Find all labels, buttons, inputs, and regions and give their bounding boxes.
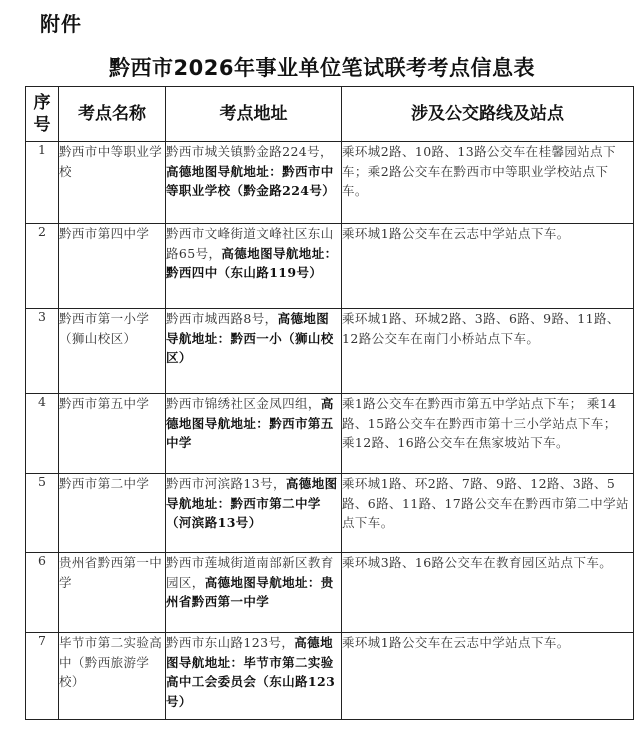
row-address bbox=[166, 553, 342, 633]
row-seq: 3 bbox=[26, 309, 59, 394]
row-site-name: 黔西市第五中学 bbox=[59, 394, 166, 474]
row-seq: 1 bbox=[26, 142, 59, 224]
navigation-address: 高德地图导航地址：黔西市第五中学 bbox=[166, 396, 334, 450]
navigation-address: 高德地图导航地址：贵州省黔西第一中学 bbox=[166, 574, 334, 609]
row-seq: 2 bbox=[26, 224, 59, 309]
row-route: 乘环城2路、10路、13路公交车在桂馨园站点下车；乘2路公交车在黔西市中等职业学校站点下车。 bbox=[342, 142, 634, 224]
document-title: 黔西市2026年事业单位笔试联考考点信息表 bbox=[109, 56, 535, 80]
navigation-address: 高德地图导航地址：黔西市第二中学（河滨路13号） bbox=[166, 476, 338, 530]
row-address bbox=[166, 142, 342, 224]
header-name: 考点名称 bbox=[59, 87, 166, 142]
address-text: 黔西市东山路123号， bbox=[166, 635, 295, 650]
row-site-name: 黔西市第二中学 bbox=[59, 474, 166, 553]
header-route: 涉及公交路线及站点 bbox=[342, 87, 634, 142]
table-row bbox=[26, 309, 634, 394]
navigation-address: 高德地图导航地址：黔西一小（狮山校区） bbox=[166, 311, 334, 365]
row-route: 乘环城1路公交车在云志中学站点下车。 bbox=[342, 633, 634, 720]
row-address bbox=[166, 633, 342, 720]
row-route: 乘1路公交车在黔西市第五中学站点下车； 乘14路、15路公交车在黔西市第十三小学站点下车； 乘12路、16路公交车在焦家坡站下车。 bbox=[342, 394, 634, 474]
address-text: 黔西市城关镇黔金路224号， bbox=[166, 144, 333, 159]
table-row bbox=[26, 142, 634, 224]
row-site-name: 黔西市第一小学（狮山校区） bbox=[59, 309, 166, 394]
navigation-address: 高德地图导航地址：黔西四中（东山路119号） bbox=[166, 245, 338, 280]
row-address bbox=[166, 224, 342, 309]
table-row bbox=[26, 474, 634, 553]
row-site-name: 贵州省黔西第一中学 bbox=[59, 553, 166, 633]
row-route: 乘环城1路、环2路、7路、9路、12路、3路、5路、6路、11路、17路公交车在黔西市第二中学站点下车。 bbox=[342, 474, 634, 553]
address-text: 黔西市锦绣社区金凤四组， bbox=[166, 396, 321, 411]
row-seq: 7 bbox=[26, 633, 59, 720]
row-route: 乘环城1路公交车在云志中学站点下车。 bbox=[342, 224, 634, 309]
row-seq: 6 bbox=[26, 553, 59, 633]
row-route: 乘环城1路、环城2路、3路、6路、9路、11路、12路公交车在南门小桥站点下车。 bbox=[342, 309, 634, 394]
row-address bbox=[166, 394, 342, 474]
row-route: 乘环城3路、16路公交车在教育园区站点下车。 bbox=[342, 553, 634, 633]
exam-site-table bbox=[25, 86, 634, 720]
row-site-name: 黔西市第四中学 bbox=[59, 224, 166, 309]
row-site-name: 黔西市中等职业学校 bbox=[59, 142, 166, 224]
row-address bbox=[166, 309, 342, 394]
header-seq: 序号 bbox=[26, 87, 59, 142]
table-row bbox=[26, 224, 634, 309]
header-address: 考点地址 bbox=[166, 87, 342, 142]
row-seq: 5 bbox=[26, 474, 59, 553]
row-site-name: 毕节市第二实验高中（黔西旅游学校） bbox=[59, 633, 166, 720]
table-row bbox=[26, 633, 634, 720]
row-seq: 4 bbox=[26, 394, 59, 474]
address-text: 黔西市莲城街道南部新区教育园区， bbox=[166, 555, 334, 590]
row-address bbox=[166, 474, 342, 553]
address-text: 黔西市城西路8号， bbox=[166, 311, 278, 326]
address-text: 黔西市文峰街道文峰社区东山路65号， bbox=[166, 226, 334, 261]
attachment-label: 附件 bbox=[40, 12, 82, 36]
table-row bbox=[26, 553, 634, 633]
navigation-address: 高德地图导航地址：毕节市第二实验高中工会委员会（东山路123号） bbox=[166, 635, 336, 709]
navigation-address: 高德地图导航地址：黔西市中等职业学校（黔金路224号） bbox=[166, 163, 336, 198]
address-text: 黔西市河滨路13号， bbox=[166, 476, 286, 491]
table-header-row bbox=[26, 87, 634, 142]
table-row bbox=[26, 394, 634, 474]
